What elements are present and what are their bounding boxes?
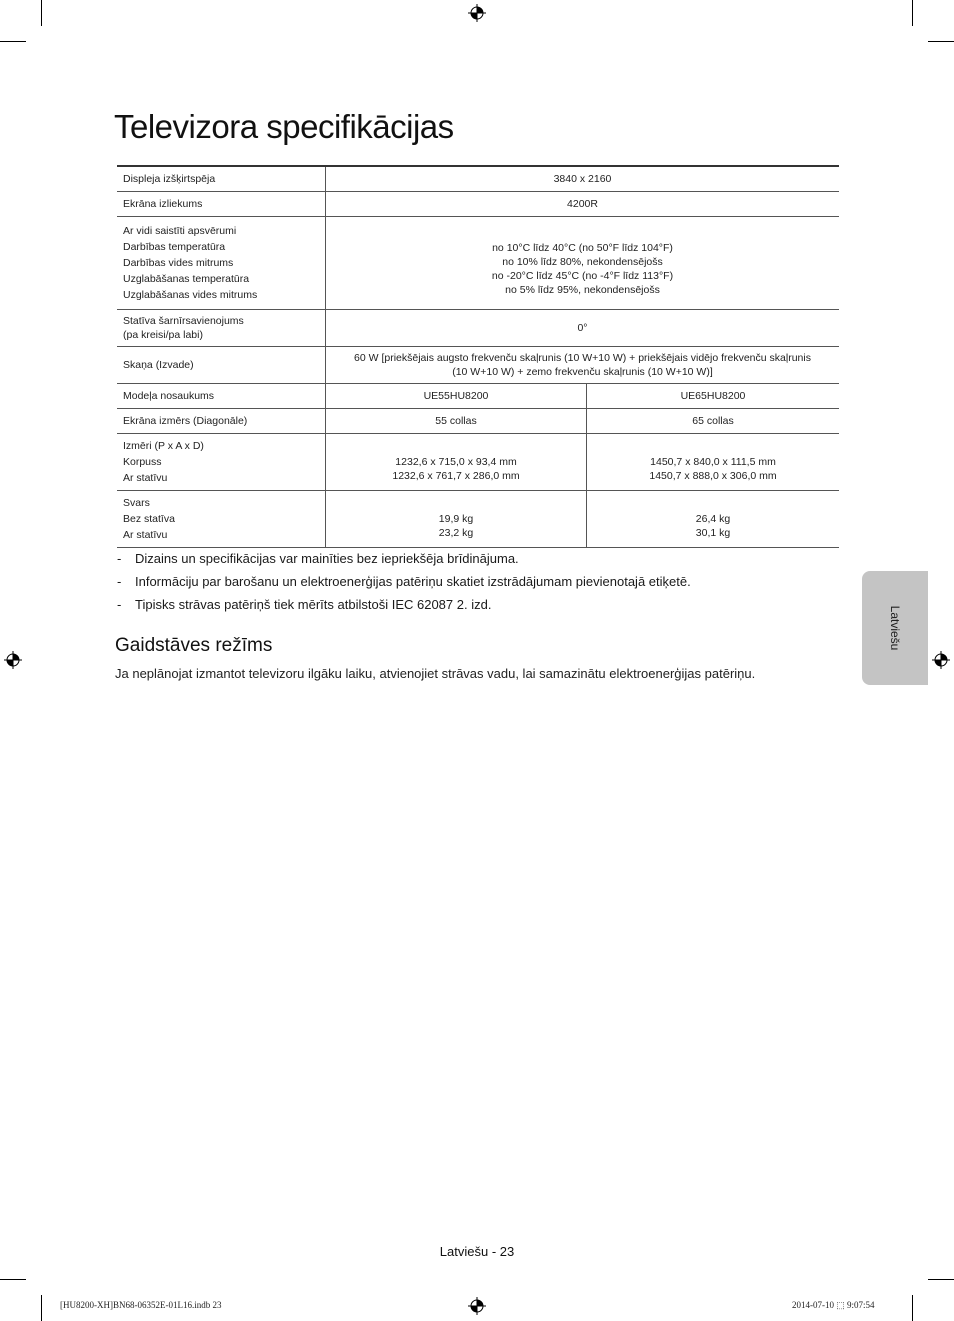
- crop-mark: [41, 1295, 42, 1321]
- list-item: [117, 572, 691, 595]
- list-item: [117, 595, 691, 618]
- table-row: [117, 434, 839, 491]
- row-label: Displeja izšķirtspēja: [117, 166, 326, 192]
- crop-mark: [928, 41, 954, 42]
- crop-mark: [912, 1295, 913, 1321]
- weight-55: [326, 491, 587, 548]
- footer-date: 2014-07-10 ⬚ 9:07:54: [792, 1300, 875, 1310]
- label-line: (pa kreisi/pa labi): [123, 329, 203, 341]
- footer-file: [HU8200-XH]BN68-06352E-01L16.indb 23: [60, 1300, 222, 1310]
- page-number: Latviešu - 23: [439, 1244, 515, 1259]
- label-line: Uzglabāšanas temperatūra: [123, 273, 250, 285]
- row-label: [117, 310, 326, 347]
- label-line: Ar statīvu: [123, 529, 168, 541]
- language-tab-label: Latviešu: [888, 605, 902, 651]
- row-value: [326, 347, 840, 384]
- size-55: 55 collas: [326, 409, 587, 434]
- crop-mark: [0, 41, 26, 42]
- value-line: no 10% līdz 80%, nekondensējošs: [502, 255, 663, 268]
- registration-mark-icon: [468, 1297, 486, 1315]
- label-line: Ar vidi saistīti apsvērumi: [123, 225, 237, 237]
- value-line: 23,2 kg: [438, 526, 474, 539]
- value-line: 1450,7 x 840,0 x 111,5 mm: [650, 455, 776, 468]
- model-55: UE55HU8200: [326, 384, 587, 409]
- crop-mark: [928, 1279, 954, 1280]
- row-value: 0°: [326, 310, 840, 347]
- registration-mark-icon: [932, 651, 950, 669]
- row-value: 4200R: [326, 192, 840, 217]
- crop-mark: [0, 1279, 26, 1280]
- value-line: 60 W [priekšējais augsto frekvenču skaļrunis (10 W+10 W) + priekšējais vidējo frekvenču skaļrunis: [354, 352, 811, 364]
- row-value: 3840 x 2160: [326, 166, 840, 192]
- label-line: Darbības temperatūra: [123, 241, 226, 253]
- value-line: 19,9 kg: [438, 512, 474, 525]
- row-value: [326, 217, 840, 310]
- row-label: [117, 217, 326, 310]
- value-line: (10 W+10 W) + zemo frekvenču skaļrunis (10 W+10 W)]: [452, 366, 713, 378]
- value-line: 1232,6 x 715,0 x 93,4 mm: [395, 455, 517, 468]
- dash: -: [117, 574, 122, 589]
- section-heading: Gaidstāves režīms: [115, 635, 273, 656]
- dimensions-65: [587, 434, 840, 491]
- table-row: [117, 166, 839, 192]
- row-label: Ekrāna izmērs (Diagonāle): [117, 409, 326, 434]
- row-label: [117, 434, 326, 491]
- label-line: Bez statīva: [123, 513, 175, 525]
- label-line: Izmēri (P x A x D): [123, 440, 204, 452]
- list-item: [117, 549, 691, 572]
- model-65: UE65HU8200: [587, 384, 840, 409]
- row-label: [117, 491, 326, 548]
- table-row: [117, 409, 839, 434]
- value-line: no -20°C līdz 45°C (no -4°F līdz 113°F): [491, 269, 674, 282]
- value-line: 1450,7 x 888,0 x 306,0 mm: [649, 469, 777, 482]
- language-tab: [862, 571, 928, 685]
- table-row: [117, 217, 839, 310]
- row-label: Ekrāna izliekums: [117, 192, 326, 217]
- note-text: Tipisks strāvas patēriņš tiek mērīts atbilstoši IEC 62087 2. izd.: [135, 597, 492, 612]
- row-label: Skaņa (Izvade): [117, 347, 326, 384]
- note-text: Informāciju par barošanu un elektroenerģijas patēriņu skatiet izstrādājumam pievienotajā etiķetē.: [135, 574, 691, 589]
- notes-list: [117, 549, 691, 618]
- registration-mark-icon: [468, 4, 486, 22]
- page-title: Televizora specifikācijas: [114, 108, 454, 145]
- dimensions-55: [326, 434, 587, 491]
- dash: -: [117, 597, 122, 612]
- section-paragraph: Ja neplānojat izmantot televizoru ilgāku laiku, atvienojiet strāvas vadu, lai samazinātu elektroenerģijas patēriņu.: [115, 666, 756, 681]
- size-65: 65 collas: [587, 409, 840, 434]
- value-line: no 10°C līdz 40°C (no 50°F līdz 104°F): [492, 241, 673, 254]
- note-text: Dizains un specifikācijas var mainīties bez iepriekšēja brīdinājuma.: [135, 551, 519, 566]
- value-line: 1232,6 x 761,7 x 286,0 mm: [392, 469, 520, 482]
- row-label: Modeļa nosaukums: [117, 384, 326, 409]
- table-row: [117, 310, 839, 347]
- weight-65: [587, 491, 840, 548]
- label-line: Uzglabāšanas vides mitrums: [123, 289, 258, 301]
- label-line: Svars: [123, 497, 150, 509]
- spec-table: [117, 165, 839, 548]
- crop-mark: [912, 0, 913, 26]
- label-line: Ar statīvu: [123, 472, 168, 484]
- label-line: Darbības vides mitrums: [123, 257, 234, 269]
- registration-mark-icon: [4, 651, 22, 669]
- table-row: [117, 347, 839, 384]
- label-line: Statīva šarnīrsavienojums: [123, 315, 244, 327]
- value-line: 26,4 kg: [695, 512, 731, 525]
- value-line: 30,1 kg: [695, 526, 731, 539]
- table-row: [117, 491, 839, 548]
- table-row: [117, 192, 839, 217]
- label-line: Korpuss: [123, 456, 162, 468]
- dash: -: [117, 551, 122, 566]
- crop-mark: [41, 0, 42, 26]
- value-line: no 5% līdz 95%, nekondensējošs: [505, 283, 660, 296]
- table-row: [117, 384, 839, 409]
